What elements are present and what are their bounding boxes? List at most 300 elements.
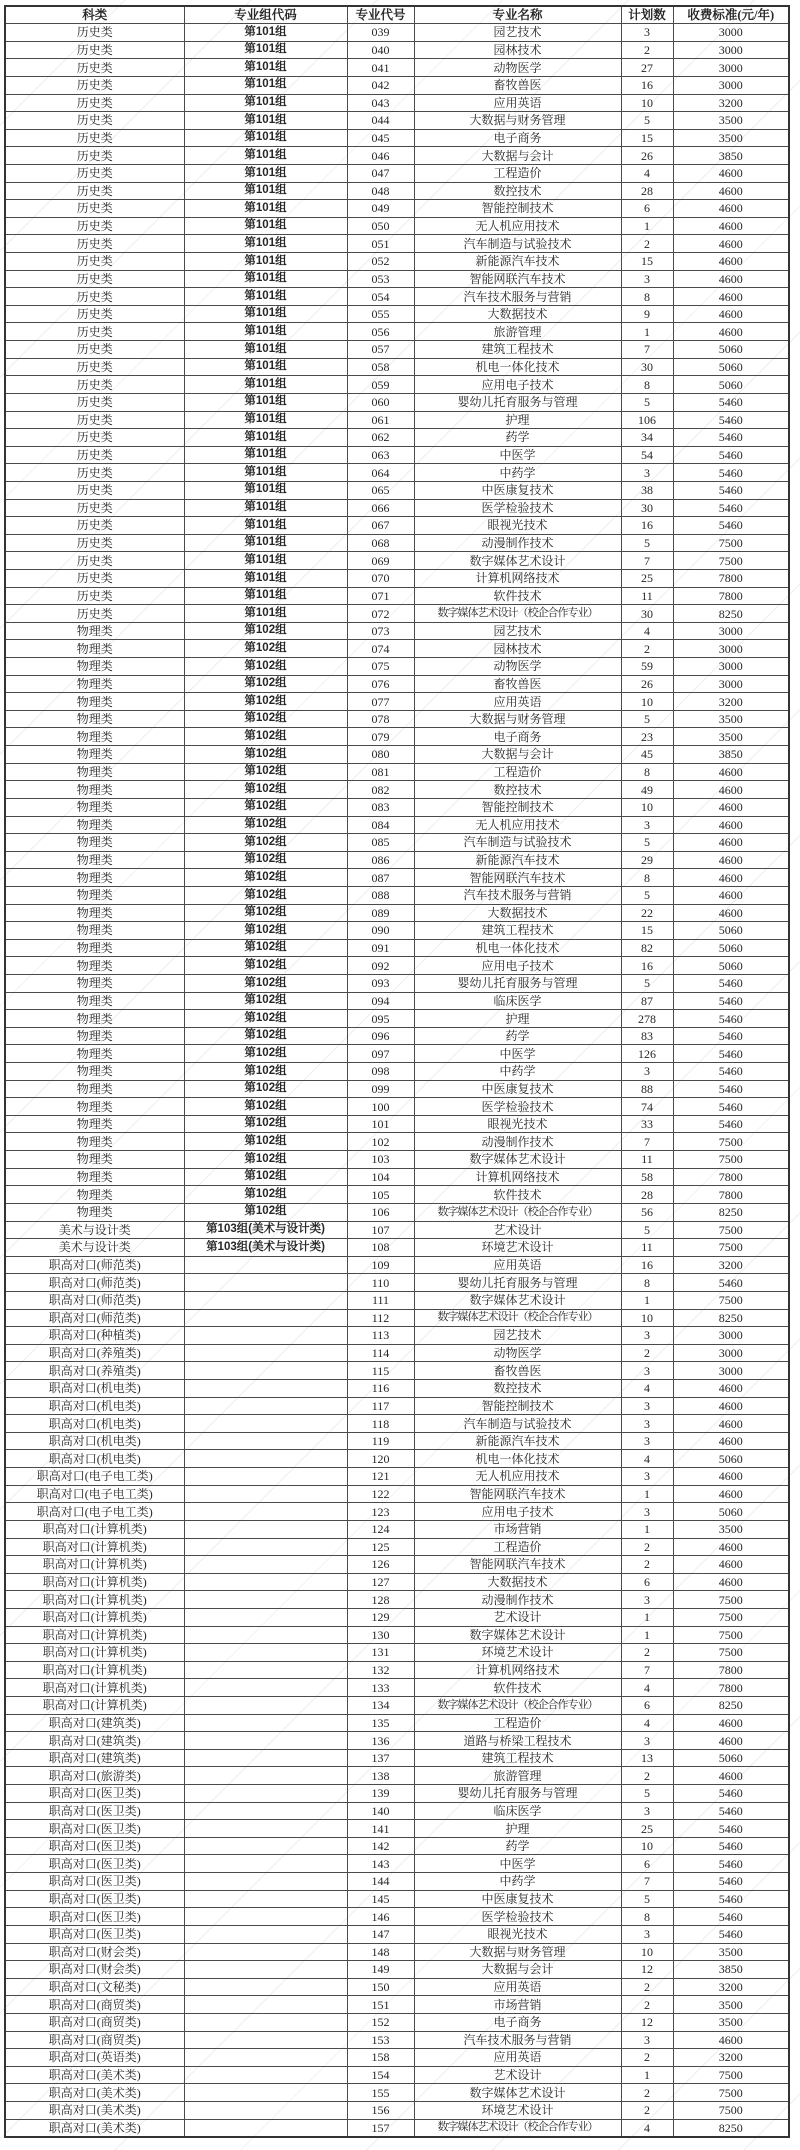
major-group-cell	[184, 1943, 347, 1961]
subject-category-cell: 物理类	[5, 763, 184, 781]
subject-category-cell: 职高对口(美术类)	[5, 2119, 184, 2137]
major-name-cell: 畜牧兽医	[414, 76, 621, 94]
table-row	[5, 235, 789, 253]
major-name-cell: 应用电子技术	[414, 957, 621, 975]
major-code-cell: 088	[347, 886, 414, 904]
plan-count-cell: 7	[621, 1873, 673, 1891]
major-group-cell: 第102组	[184, 1186, 347, 1204]
major-code-cell: 126	[347, 1556, 414, 1574]
major-group-cell	[184, 1573, 347, 1591]
subject-category-cell: 历史类	[5, 288, 184, 306]
plan-count-cell: 26	[621, 675, 673, 693]
subject-category-cell: 物理类	[5, 1098, 184, 1116]
subject-category-cell: 历史类	[5, 235, 184, 253]
major-group-cell: 第101组	[184, 429, 347, 447]
table-row	[5, 393, 789, 411]
table-row	[5, 640, 789, 658]
subject-category-cell: 职高对口(计算机类)	[5, 1573, 184, 1591]
subject-category-cell: 职高对口(计算机类)	[5, 1520, 184, 1538]
major-group-cell: 第101组	[184, 569, 347, 587]
table-row	[5, 1978, 789, 1996]
plan-count-cell: 5	[621, 710, 673, 728]
table-row	[5, 2013, 789, 2031]
plan-count-cell: 7	[621, 1133, 673, 1151]
major-group-cell	[184, 1274, 347, 1292]
major-name-cell: 畜牧兽医	[414, 1362, 621, 1380]
subject-category-cell: 职高对口(医卫类)	[5, 1837, 184, 1855]
major-name-cell: 艺术设计	[414, 1221, 621, 1239]
major-name-cell: 大数据技术	[414, 904, 621, 922]
major-name-cell: 智能网联汽车技术	[414, 1556, 621, 1574]
major-group-cell	[184, 2031, 347, 2049]
plan-count-cell: 30	[621, 499, 673, 517]
fee-standard-cell: 3500	[673, 1943, 789, 1961]
major-group-cell	[184, 1767, 347, 1785]
table-row	[5, 763, 789, 781]
major-group-cell	[184, 1256, 347, 1274]
fee-standard-cell: 7500	[673, 534, 789, 552]
subject-category-cell: 职高对口(计算机类)	[5, 1644, 184, 1662]
fee-standard-cell: 5460	[673, 1908, 789, 1926]
major-name-cell: 数字媒体艺术设计	[414, 1291, 621, 1309]
major-group-cell	[184, 1749, 347, 1767]
table-row	[5, 411, 789, 429]
major-group-cell: 第102组	[184, 1063, 347, 1081]
fee-standard-cell: 3200	[673, 1256, 789, 1274]
table-row	[5, 1503, 789, 1521]
fee-standard-cell: 4600	[673, 164, 789, 182]
table-row	[5, 1344, 789, 1362]
plan-count-cell: 16	[621, 76, 673, 94]
major-name-cell: 应用英语	[414, 1978, 621, 1996]
major-name-cell: 护理	[414, 1820, 621, 1838]
major-name-cell: 中药学	[414, 464, 621, 482]
major-name-cell: 数字媒体艺术设计	[414, 2084, 621, 2102]
major-code-cell: 131	[347, 1644, 414, 1662]
subject-category-cell: 职高对口(计算机类)	[5, 1626, 184, 1644]
subject-category-cell: 历史类	[5, 341, 184, 359]
plan-count-cell: 3	[621, 24, 673, 42]
plan-count-cell: 1	[621, 1291, 673, 1309]
major-code-cell: 099	[347, 1080, 414, 1098]
major-name-cell: 建筑工程技术	[414, 341, 621, 359]
major-code-cell: 049	[347, 200, 414, 218]
subject-category-cell: 职高对口(电子电工类)	[5, 1503, 184, 1521]
plan-count-cell: 5	[621, 534, 673, 552]
major-group-cell: 第101组	[184, 129, 347, 147]
major-name-cell: 计算机网络技术	[414, 1661, 621, 1679]
major-group-cell	[184, 1714, 347, 1732]
major-name-cell: 眼视光技术	[414, 1115, 621, 1133]
fee-standard-cell: 3500	[673, 1996, 789, 2014]
subject-category-cell: 物理类	[5, 781, 184, 799]
major-group-cell: 第101组	[184, 182, 347, 200]
subject-category-cell: 职高对口(旅游类)	[5, 1767, 184, 1785]
major-code-cell: 093	[347, 975, 414, 993]
major-name-cell: 动物医学	[414, 1344, 621, 1362]
major-group-cell	[184, 1996, 347, 2014]
major-code-cell: 057	[347, 341, 414, 359]
table-row	[5, 1186, 789, 1204]
table-row	[5, 1380, 789, 1398]
table-row	[5, 1714, 789, 1732]
subject-category-cell: 职高对口(机电类)	[5, 1432, 184, 1450]
major-group-cell: 第101组	[184, 605, 347, 623]
plan-count-cell: 7	[621, 552, 673, 570]
major-code-cell: 157	[347, 2119, 414, 2137]
major-group-cell	[184, 1679, 347, 1697]
major-code-cell: 091	[347, 939, 414, 957]
table-row	[5, 1961, 789, 1979]
subject-category-cell: 职高对口(建筑类)	[5, 1714, 184, 1732]
fee-standard-cell: 4600	[673, 235, 789, 253]
table-row	[5, 1732, 789, 1750]
major-group-cell: 第101组	[184, 253, 347, 271]
major-code-cell: 135	[347, 1714, 414, 1732]
major-code-cell: 132	[347, 1661, 414, 1679]
subject-category-cell: 职高对口(医卫类)	[5, 1908, 184, 1926]
table-row	[5, 658, 789, 676]
subject-category-cell: 职高对口(医卫类)	[5, 1890, 184, 1908]
subject-category-cell: 历史类	[5, 411, 184, 429]
major-code-cell: 129	[347, 1608, 414, 1626]
major-code-cell: 052	[347, 253, 414, 271]
major-name-cell: 智能网联汽车技术	[414, 869, 621, 887]
subject-category-cell: 历史类	[5, 569, 184, 587]
major-name-cell: 大数据与财务管理	[414, 112, 621, 130]
major-group-cell	[184, 1873, 347, 1891]
table-row	[5, 992, 789, 1010]
subject-category-cell: 职高对口(养殖类)	[5, 1344, 184, 1362]
plan-count-cell: 54	[621, 446, 673, 464]
plan-count-cell: 7	[621, 341, 673, 359]
subject-category-cell: 物理类	[5, 816, 184, 834]
major-group-cell: 第102组	[184, 922, 347, 940]
major-group-cell: 第102组	[184, 1133, 347, 1151]
subject-category-cell: 职高对口(医卫类)	[5, 1785, 184, 1803]
subject-category-cell: 职高对口(计算机类)	[5, 1661, 184, 1679]
major-group-cell	[184, 1291, 347, 1309]
fee-standard-cell: 4600	[673, 182, 789, 200]
major-code-cell: 087	[347, 869, 414, 887]
major-code-cell: 097	[347, 1045, 414, 1063]
major-code-cell: 147	[347, 1925, 414, 1943]
plan-count-cell: 28	[621, 1186, 673, 1204]
major-name-cell: 中医康复技术	[414, 1890, 621, 1908]
major-code-cell: 103	[347, 1151, 414, 1169]
major-name-cell: 数字媒体艺术设计（校企合作专业）	[414, 1203, 621, 1221]
major-group-cell: 第102组	[184, 957, 347, 975]
fee-standard-cell: 5460	[673, 1802, 789, 1820]
major-code-cell: 106	[347, 1203, 414, 1221]
major-name-cell: 数字媒体艺术设计（校企合作专业）	[414, 605, 621, 623]
major-group-cell: 第102组	[184, 781, 347, 799]
major-name-cell: 环境艺术设计	[414, 1239, 621, 1257]
major-name-cell: 汽车制造与试验技术	[414, 834, 621, 852]
subject-category-cell: 职高对口(建筑类)	[5, 1749, 184, 1767]
table-row	[5, 464, 789, 482]
major-code-cell: 133	[347, 1679, 414, 1697]
table-row	[5, 2119, 789, 2137]
table-row	[5, 587, 789, 605]
fee-standard-cell: 7800	[673, 587, 789, 605]
major-group-cell	[184, 2066, 347, 2084]
major-code-cell: 098	[347, 1063, 414, 1081]
plan-count-cell: 82	[621, 939, 673, 957]
major-group-cell: 第101组	[184, 552, 347, 570]
table-row	[5, 129, 789, 147]
major-name-cell: 大数据与会计	[414, 147, 621, 165]
major-code-cell: 140	[347, 1802, 414, 1820]
major-name-cell: 大数据与财务管理	[414, 1943, 621, 1961]
major-code-cell: 102	[347, 1133, 414, 1151]
major-name-cell: 动漫制作技术	[414, 1133, 621, 1151]
fee-standard-cell: 3500	[673, 1520, 789, 1538]
plan-count-cell: 4	[621, 1679, 673, 1697]
subject-category-cell: 历史类	[5, 446, 184, 464]
major-code-cell: 056	[347, 323, 414, 341]
plan-count-cell: 278	[621, 1010, 673, 1028]
major-group-cell	[184, 1503, 347, 1521]
subject-category-cell: 职高对口(计算机类)	[5, 1679, 184, 1697]
subject-category-cell: 物理类	[5, 1133, 184, 1151]
major-group-cell	[184, 2049, 347, 2067]
table-row	[5, 59, 789, 77]
fee-standard-cell: 3200	[673, 1978, 789, 1996]
major-group-cell	[184, 1344, 347, 1362]
major-code-cell: 128	[347, 1591, 414, 1609]
table-row	[5, 1802, 789, 1820]
major-group-cell: 第101组	[184, 517, 347, 535]
table-row	[5, 569, 789, 587]
major-group-cell	[184, 2013, 347, 2031]
subject-category-cell: 历史类	[5, 376, 184, 394]
major-code-cell: 077	[347, 693, 414, 711]
major-group-cell: 第101组	[184, 376, 347, 394]
major-group-cell	[184, 1837, 347, 1855]
major-code-cell: 075	[347, 658, 414, 676]
major-code-cell: 148	[347, 1943, 414, 1961]
major-name-cell: 无人机应用技术	[414, 816, 621, 834]
major-group-cell	[184, 1591, 347, 1609]
subject-category-cell: 历史类	[5, 393, 184, 411]
subject-category-cell: 职高对口(计算机类)	[5, 1538, 184, 1556]
major-code-cell: 043	[347, 94, 414, 112]
major-name-cell: 动漫制作技术	[414, 1591, 621, 1609]
major-group-cell	[184, 1626, 347, 1644]
plan-count-cell: 3	[621, 1362, 673, 1380]
fee-standard-cell: 5460	[673, 1274, 789, 1292]
major-group-cell	[184, 1802, 347, 1820]
fee-standard-cell: 5060	[673, 1450, 789, 1468]
major-name-cell: 临床医学	[414, 1802, 621, 1820]
major-group-cell: 第102组	[184, 869, 347, 887]
plan-count-cell: 3	[621, 1397, 673, 1415]
major-name-cell: 旅游管理	[414, 1767, 621, 1785]
fee-standard-cell: 4600	[673, 798, 789, 816]
subject-category-cell: 历史类	[5, 552, 184, 570]
major-code-cell: 066	[347, 499, 414, 517]
plan-count-cell: 28	[621, 182, 673, 200]
major-name-cell: 大数据技术	[414, 1573, 621, 1591]
major-group-cell	[184, 1732, 347, 1750]
table-row	[5, 1397, 789, 1415]
major-group-cell	[184, 1855, 347, 1873]
plan-count-cell: 49	[621, 781, 673, 799]
plan-count-cell: 5	[621, 886, 673, 904]
table-row	[5, 182, 789, 200]
subject-category-cell: 物理类	[5, 1203, 184, 1221]
major-group-cell: 第101组	[184, 341, 347, 359]
major-code-cell: 109	[347, 1256, 414, 1274]
fee-standard-cell: 5460	[673, 393, 789, 411]
fee-standard-cell: 5460	[673, 975, 789, 993]
fee-standard-cell: 4600	[673, 1538, 789, 1556]
major-name-cell: 畜牧兽医	[414, 675, 621, 693]
table-row	[5, 164, 789, 182]
plan-count-cell: 1	[621, 323, 673, 341]
major-code-cell: 138	[347, 1767, 414, 1785]
plan-count-cell: 59	[621, 658, 673, 676]
subject-category-cell: 职高对口(养殖类)	[5, 1362, 184, 1380]
plan-count-cell: 10	[621, 1309, 673, 1327]
major-name-cell: 应用英语	[414, 693, 621, 711]
table-row	[5, 288, 789, 306]
major-group-cell: 第102组	[184, 746, 347, 764]
plan-count-cell: 2	[621, 2049, 673, 2067]
fee-standard-cell: 7500	[673, 552, 789, 570]
major-code-cell: 158	[347, 2049, 414, 2067]
subject-category-cell: 职高对口(计算机类)	[5, 1696, 184, 1714]
major-code-cell: 125	[347, 1538, 414, 1556]
plan-count-cell: 26	[621, 147, 673, 165]
major-group-cell	[184, 1450, 347, 1468]
major-name-cell: 婴幼儿托育服务与管理	[414, 1785, 621, 1803]
plan-count-cell: 11	[621, 1151, 673, 1169]
table-row	[5, 1661, 789, 1679]
table-row	[5, 76, 789, 94]
plan-count-cell: 38	[621, 481, 673, 499]
major-group-cell	[184, 1661, 347, 1679]
major-name-cell: 工程造价	[414, 1538, 621, 1556]
table-row	[5, 24, 789, 42]
header-plan-count: 计划数	[621, 6, 673, 24]
plan-count-cell: 87	[621, 992, 673, 1010]
major-name-cell: 动物医学	[414, 59, 621, 77]
major-group-cell: 第102组	[184, 763, 347, 781]
subject-category-cell: 物理类	[5, 1080, 184, 1098]
major-group-cell: 第101组	[184, 288, 347, 306]
major-name-cell: 智能网联汽车技术	[414, 270, 621, 288]
major-group-cell: 第102组	[184, 1098, 347, 1116]
plan-count-cell: 1	[621, 217, 673, 235]
fee-standard-cell: 7500	[673, 2084, 789, 2102]
major-group-cell: 第101组	[184, 217, 347, 235]
plan-count-cell: 2	[621, 640, 673, 658]
fee-standard-cell: 4600	[673, 1573, 789, 1591]
fee-standard-cell: 4600	[673, 200, 789, 218]
fee-standard-cell: 5060	[673, 939, 789, 957]
plan-count-cell: 3	[621, 1732, 673, 1750]
plan-count-cell: 30	[621, 605, 673, 623]
table-row	[5, 1291, 789, 1309]
major-group-cell: 第102组	[184, 693, 347, 711]
major-group-cell	[184, 1380, 347, 1398]
plan-count-cell: 2	[621, 1644, 673, 1662]
table-row	[5, 1362, 789, 1380]
major-name-cell: 应用英语	[414, 1256, 621, 1274]
fee-standard-cell: 5460	[673, 481, 789, 499]
major-name-cell: 电子商务	[414, 2013, 621, 2031]
subject-category-cell: 历史类	[5, 270, 184, 288]
major-code-cell: 070	[347, 569, 414, 587]
plan-count-cell: 74	[621, 1098, 673, 1116]
major-name-cell: 工程造价	[414, 763, 621, 781]
subject-category-cell: 物理类	[5, 693, 184, 711]
major-name-cell: 汽车技术服务与营销	[414, 288, 621, 306]
table-row	[5, 376, 789, 394]
major-code-cell: 155	[347, 2084, 414, 2102]
fee-standard-cell: 8250	[673, 605, 789, 623]
plan-count-cell: 27	[621, 59, 673, 77]
fee-standard-cell: 8250	[673, 1309, 789, 1327]
major-code-cell: 081	[347, 763, 414, 781]
subject-category-cell: 职高对口(电子电工类)	[5, 1468, 184, 1486]
major-name-cell: 大数据与会计	[414, 746, 621, 764]
subject-category-cell: 历史类	[5, 24, 184, 42]
major-name-cell: 婴幼儿托育服务与管理	[414, 393, 621, 411]
major-group-cell: 第101组	[184, 305, 347, 323]
major-code-cell: 145	[347, 1890, 414, 1908]
plan-count-cell: 5	[621, 1785, 673, 1803]
major-group-cell: 第102组	[184, 658, 347, 676]
subject-category-cell: 职高对口(计算机类)	[5, 1591, 184, 1609]
fee-standard-cell: 4600	[673, 763, 789, 781]
major-name-cell: 数控技术	[414, 1380, 621, 1398]
major-group-cell: 第101组	[184, 270, 347, 288]
major-name-cell: 智能网联汽车技术	[414, 1485, 621, 1503]
fee-standard-cell: 4600	[673, 253, 789, 271]
major-code-cell: 071	[347, 587, 414, 605]
table-row	[5, 1450, 789, 1468]
major-name-cell: 药学	[414, 1837, 621, 1855]
table-row	[5, 1151, 789, 1169]
table-row	[5, 1908, 789, 1926]
major-group-cell	[184, 1397, 347, 1415]
table-row	[5, 341, 789, 359]
plan-count-cell: 7	[621, 1661, 673, 1679]
table-row	[5, 429, 789, 447]
fee-standard-cell: 4600	[673, 217, 789, 235]
fee-standard-cell: 3000	[673, 675, 789, 693]
plan-count-cell: 4	[621, 1450, 673, 1468]
major-group-cell	[184, 1644, 347, 1662]
fee-standard-cell: 7500	[673, 1608, 789, 1626]
fee-standard-cell: 4600	[673, 1415, 789, 1433]
major-group-cell: 第102组	[184, 710, 347, 728]
table-row	[5, 552, 789, 570]
major-group-cell: 第101组	[184, 24, 347, 42]
fee-standard-cell: 7800	[673, 1186, 789, 1204]
subject-category-cell: 物理类	[5, 834, 184, 852]
major-code-cell: 078	[347, 710, 414, 728]
fee-standard-cell: 5460	[673, 446, 789, 464]
major-code-cell: 119	[347, 1432, 414, 1450]
subject-category-cell: 职高对口(师范类)	[5, 1256, 184, 1274]
major-group-cell: 第101组	[184, 59, 347, 77]
subject-category-cell: 职高对口(医卫类)	[5, 1802, 184, 1820]
fee-standard-cell: 3200	[673, 693, 789, 711]
